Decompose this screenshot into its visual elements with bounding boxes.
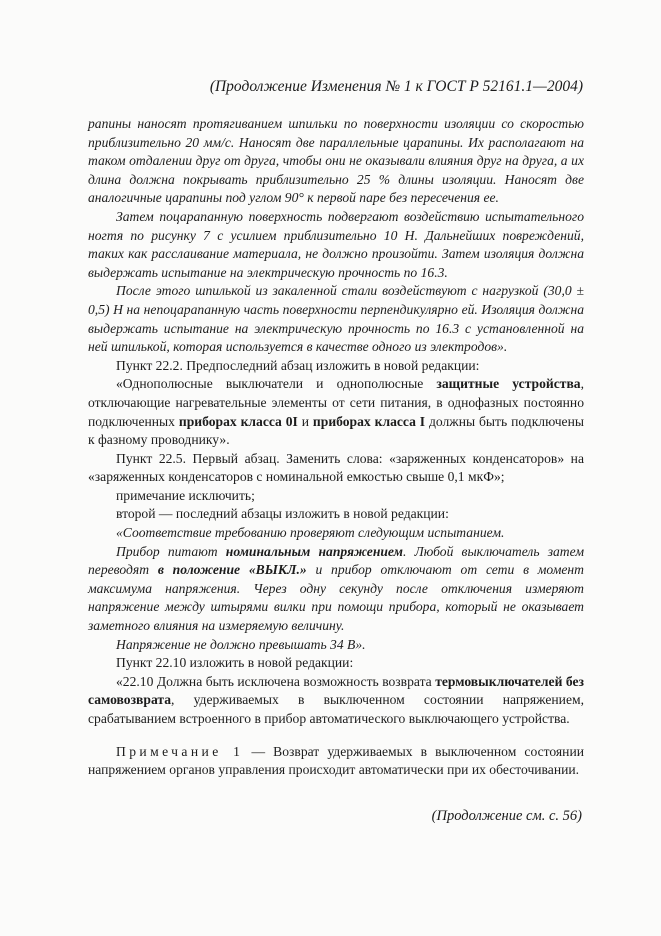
text-run: «Однополюсные выключатели и однополюсные	[116, 376, 437, 392]
note-label: Примечание 1	[116, 743, 244, 759]
bold-term: номинальным напряжением	[225, 543, 403, 559]
text-run: «22.10 Должна быть исключена возможность возврата	[116, 673, 436, 689]
text-run: , удерживаемых в выключенном состоянии напряжением, срабатыванием встроенного в прибор автоматического выключающего устройства.	[88, 692, 584, 726]
paragraph-9: «Соответствие требованию проверяют следующим испытанием.	[116, 525, 505, 541]
paragraph-3: После этого шпилькой из закаленной стали воздействуют с нагрузкой (30,0 ± 0,5) Н на непоцарапанную часть поверхности перпендикулярно ей. Изоляция должна выдержать испытание на электрическую прочность по 16.3 с установленной на ней шпилькой, которая используется в качестве одного из электродов».	[88, 283, 584, 355]
text-run: . Любой выключатель затем переводят	[88, 543, 584, 578]
paragraph-2: Затем поцарапанную поверхность подвергают воздействию испытательного ногтя по рисунку 7 с усилием приблизительно 10 Н. Дальнейших повреждений, таких как расслаивание материала, не должно произойти. Затем изоляция должна выдержать испытание на электрическую прочность по 16.3.	[88, 208, 584, 280]
paragraph-12: Пункт 22.10 изложить в новой редакции:	[116, 655, 354, 671]
bold-term: термовыключателей без самовозврата	[88, 673, 584, 708]
page-header: (Продолжение Изменения № 1 к ГОСТ Р 52161.1—2004)	[209, 78, 583, 95]
bold-term: приборах класса I	[312, 413, 426, 429]
text-run: Прибор питают	[116, 543, 226, 559]
text-run: , отключающие нагревательные элементы от сети питания, в однофазных постоянно подключенных	[88, 376, 584, 429]
note-text: — Возврат удерживаемых в выключенном состоянии напряжением органов управления происходит автоматически при их обесточивании.	[88, 743, 585, 778]
paragraph-7: примечание исключить;	[116, 487, 255, 503]
bold-term: в положение «ВЫКЛ.»	[157, 562, 307, 578]
text-run: и прибор отключают от сети в момент максимума напряжения. Через одну секунду после отключения измеряют напряжение между штырями вилки при помощи прибора, который не оказывает заметного влияния на измеряемую величину.	[88, 562, 584, 634]
text-run: и	[297, 413, 313, 429]
paragraph-13	[88, 673, 584, 729]
paragraph-5	[88, 375, 584, 449]
paragraph-6: Пункт 22.5. Первый абзац. Заменить слова: «заряженных конденсаторов» на «заряженных конденсаторов с номинальной емкостью свыше 0,1 мкФ»;	[88, 450, 584, 485]
bold-term: приборах класса 0I	[178, 413, 298, 429]
paragraph-8: второй — последний абзацы изложить в новой редакции:	[116, 506, 449, 522]
document-body	[88, 115, 584, 780]
bold-term: защитные устройства	[436, 376, 581, 392]
paragraph-11: Напряжение не должно превышать 34 В».	[116, 636, 366, 652]
paragraph-4: Пункт 22.2. Предпоследний абзац изложить в новой редакции:	[116, 357, 480, 373]
spacer	[88, 729, 584, 743]
note-paragraph	[88, 743, 584, 780]
text-run: должны быть подключены к фазному проводнику».	[88, 413, 584, 448]
paragraph-1: рапины наносят протягиванием шпильки по поверхности изоляции со скоростью приблизительно 20 мм/с. Наносят две параллельные царапины. Их располагают на таком отдалении друг от друга, чтобы они не оказывали влияния друг на друга, а их длина должна покрывать приблизительно 25 % длины изоляции. Наносят две аналогичные царапины под углом 90° к первой паре без пересечения ее.	[88, 116, 584, 206]
page-footer: (Продолжение см. с. 56)	[431, 808, 582, 824]
paragraph-10	[88, 543, 584, 636]
